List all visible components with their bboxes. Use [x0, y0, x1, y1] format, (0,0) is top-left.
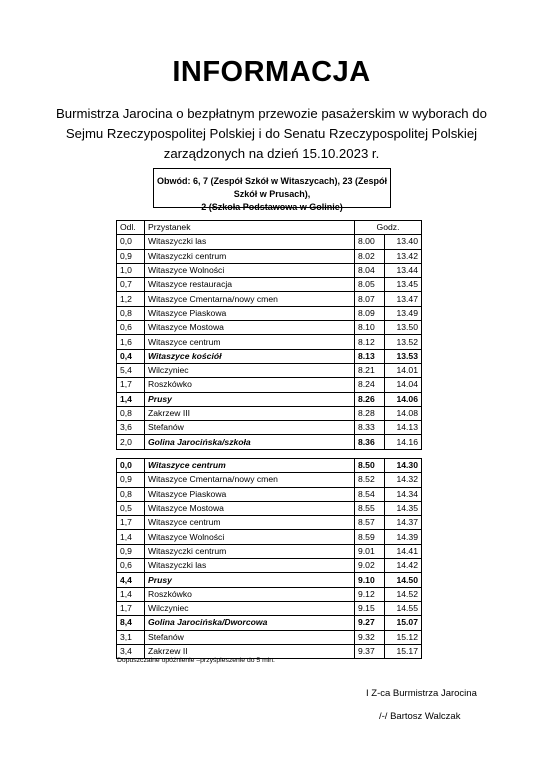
cell-time-morning: 8.05: [355, 278, 385, 292]
cell-stop: Witaszyczki centrum: [145, 544, 355, 558]
cell-time-afternoon: 14.35: [385, 501, 422, 515]
cell-stop: Wilczyniec: [145, 601, 355, 615]
cell-time-morning: 8.55: [355, 501, 385, 515]
cell-distance: 3,6: [117, 421, 145, 435]
cell-time-afternoon: 13.44: [385, 263, 422, 277]
cell-distance: 1,7: [117, 516, 145, 530]
table-row: [117, 235, 422, 249]
page-title: INFORMACJA: [172, 56, 371, 88]
cell-time-afternoon: 13.52: [385, 335, 422, 349]
cell-time-afternoon: 14.37: [385, 516, 422, 530]
table-row: [117, 487, 422, 501]
cell-distance: 0,9: [117, 249, 145, 263]
table-row: [117, 544, 422, 558]
cell-distance: 1,4: [117, 530, 145, 544]
cell-time-morning: 8.07: [355, 292, 385, 306]
cell-time-morning: 8.59: [355, 530, 385, 544]
cell-stop: Golina Jarocińska/Dworcowa: [145, 616, 355, 630]
cell-time-afternoon: 14.52: [385, 587, 422, 601]
table-row: [117, 335, 422, 349]
announcement-subtitle: Burmistrza Jarocina o bezpłatnym przewozie pasażerskim w wyborach do Sejmu Rzeczypospolitej Polskiej i do Senatu Rzeczypospolitej Polskiej zarządzonych na dzień 15.10.2023 r.: [56, 106, 487, 161]
cell-stop: Witaszyce Wolności: [145, 263, 355, 277]
cell-distance: 3,1: [117, 630, 145, 644]
cell-time-afternoon: 13.47: [385, 292, 422, 306]
cell-time-afternoon: 15.12: [385, 630, 422, 644]
cell-time-morning: 9.27: [355, 616, 385, 630]
table-row: [117, 392, 422, 406]
circuits-line-2: 2 (Szkoła Podstawowa w Golinie): [201, 202, 343, 212]
cell-time-morning: 9.02: [355, 559, 385, 573]
cell-time-morning: 9.12: [355, 587, 385, 601]
cell-stop: Stefanów: [145, 630, 355, 644]
cell-time-morning: 8.12: [355, 335, 385, 349]
cell-stop: Wilczyniec: [145, 363, 355, 377]
cell-stop: Roszkówko: [145, 587, 355, 601]
cell-time-afternoon: 14.42: [385, 559, 422, 573]
cell-distance: 0,6: [117, 559, 145, 573]
table-row: [117, 501, 422, 515]
cell-time-afternoon: 15.07: [385, 616, 422, 630]
cell-distance: 0,8: [117, 406, 145, 420]
cell-time-morning: 8.13: [355, 349, 385, 363]
cell-time-morning: 8.09: [355, 306, 385, 320]
cell-time-morning: 8.33: [355, 421, 385, 435]
cell-time-afternoon: 14.41: [385, 544, 422, 558]
cell-stop: Zakrzew II: [145, 644, 355, 658]
cell-stop: Witaszyce Cmentarna/nowy cmen: [145, 473, 355, 487]
table-row: [117, 421, 422, 435]
cell-distance: 0,8: [117, 306, 145, 320]
table-row: [117, 306, 422, 320]
cell-time-afternoon: 14.55: [385, 601, 422, 615]
cell-time-morning: 8.28: [355, 406, 385, 420]
cell-time-afternoon: 13.42: [385, 249, 422, 263]
cell-time-morning: 8.00: [355, 235, 385, 249]
cell-distance: 0,9: [117, 544, 145, 558]
cell-stop: Witaszyce Wolności: [145, 530, 355, 544]
cell-distance: 0,5: [117, 501, 145, 515]
cell-stop: Witaszyce centrum: [145, 335, 355, 349]
cell-time-morning: 8.02: [355, 249, 385, 263]
timetable-return: [116, 458, 422, 659]
table-row: [117, 249, 422, 263]
cell-distance: 0,0: [117, 235, 145, 249]
cell-distance: 3,4: [117, 644, 145, 658]
table-row: [117, 559, 422, 573]
cell-stop: Witaszyczki las: [145, 559, 355, 573]
header-stop: Przystanek: [145, 221, 355, 235]
cell-time-afternoon: 15.17: [385, 644, 422, 658]
cell-time-morning: 8.54: [355, 487, 385, 501]
table-row: [117, 516, 422, 530]
cell-time-afternoon: 13.53: [385, 349, 422, 363]
cell-time-afternoon: 14.32: [385, 473, 422, 487]
cell-time-morning: 9.10: [355, 573, 385, 587]
cell-stop: Witaszyce restauracja: [145, 278, 355, 292]
table-row: [117, 321, 422, 335]
table-row: [117, 459, 422, 473]
cell-time-morning: 8.04: [355, 263, 385, 277]
cell-distance: 0,8: [117, 487, 145, 501]
cell-stop: Witaszyce Piaskowa: [145, 306, 355, 320]
table-row: [117, 349, 422, 363]
cell-distance: 1,7: [117, 378, 145, 392]
cell-time-afternoon: 13.49: [385, 306, 422, 320]
cell-time-afternoon: 14.39: [385, 530, 422, 544]
cell-stop: Zakrzew III: [145, 406, 355, 420]
cell-time-morning: 8.10: [355, 321, 385, 335]
cell-time-afternoon: 13.45: [385, 278, 422, 292]
cell-time-morning: 9.15: [355, 601, 385, 615]
cell-stop: Witaszyce centrum: [145, 516, 355, 530]
table-row: [117, 278, 422, 292]
cell-time-afternoon: 14.34: [385, 487, 422, 501]
cell-stop: Golina Jarocińska/szkoła: [145, 435, 355, 449]
cell-stop: Roszkówko: [145, 378, 355, 392]
cell-stop: Prusy: [145, 573, 355, 587]
table-row: [117, 530, 422, 544]
signature-name: /-/ Bartosz Walczak: [379, 711, 461, 722]
table-row: [117, 587, 422, 601]
cell-time-afternoon: 14.06: [385, 392, 422, 406]
table-row: [117, 378, 422, 392]
delay-note: Dopuszczalne opóźnienie –przyśpieszenie do 5 min.: [117, 657, 275, 664]
table-row: [117, 435, 422, 449]
cell-time-afternoon: 14.01: [385, 363, 422, 377]
cell-time-afternoon: 14.30: [385, 459, 422, 473]
table-header-row: [117, 221, 422, 235]
cell-time-morning: 8.52: [355, 473, 385, 487]
cell-distance: 2,0: [117, 435, 145, 449]
cell-stop: Prusy: [145, 392, 355, 406]
table-row: [117, 292, 422, 306]
signature-role: I Z-ca Burmistrza Jarocina: [366, 688, 477, 699]
header-time: Godz.: [355, 221, 422, 235]
cell-time-morning: 8.21: [355, 363, 385, 377]
table-row: [117, 630, 422, 644]
cell-distance: 1,2: [117, 292, 145, 306]
cell-distance: 0,6: [117, 321, 145, 335]
table-row: [117, 573, 422, 587]
cell-time-afternoon: 14.16: [385, 435, 422, 449]
cell-time-morning: 8.24: [355, 378, 385, 392]
table-row: [117, 263, 422, 277]
cell-distance: 1,7: [117, 601, 145, 615]
cell-time-morning: 8.26: [355, 392, 385, 406]
cell-distance: 5,4: [117, 363, 145, 377]
cell-stop: Witaszyce Mostowa: [145, 501, 355, 515]
table-row: [117, 406, 422, 420]
cell-stop: Witaszyce centrum: [145, 459, 355, 473]
table-row: [117, 363, 422, 377]
circuits-box: [153, 168, 391, 212]
cell-time-morning: 9.01: [355, 544, 385, 558]
table-row: [117, 473, 422, 487]
cell-time-afternoon: 14.04: [385, 378, 422, 392]
header-distance: Odl.: [117, 221, 145, 235]
table-row: [117, 601, 422, 615]
cell-time-afternoon: 14.50: [385, 573, 422, 587]
cell-distance: 8,4: [117, 616, 145, 630]
cell-time-afternoon: 13.50: [385, 321, 422, 335]
cell-time-afternoon: 13.40: [385, 235, 422, 249]
cell-stop: Witaszyce Mostowa: [145, 321, 355, 335]
cell-distance: 0,0: [117, 459, 145, 473]
cell-stop: Stefanów: [145, 421, 355, 435]
table-row: [117, 616, 422, 630]
cell-time-morning: 8.36: [355, 435, 385, 449]
cell-time-afternoon: 14.08: [385, 406, 422, 420]
cell-distance: 1,0: [117, 263, 145, 277]
cell-distance: 0,9: [117, 473, 145, 487]
cell-distance: 1,6: [117, 335, 145, 349]
cell-time-morning: 9.32: [355, 630, 385, 644]
cell-stop: Witaszyce Piaskowa: [145, 487, 355, 501]
cell-stop: Witaszyce kościół: [145, 349, 355, 363]
cell-time-afternoon: 14.13: [385, 421, 422, 435]
cell-stop: Witaszyce Cmentarna/nowy cmen: [145, 292, 355, 306]
cell-stop: Witaszyczki las: [145, 235, 355, 249]
cell-time-morning: 8.50: [355, 459, 385, 473]
cell-distance: 4,4: [117, 573, 145, 587]
cell-stop: Witaszyczki centrum: [145, 249, 355, 263]
cell-distance: 1,4: [117, 587, 145, 601]
cell-time-morning: 9.37: [355, 644, 385, 658]
timetable-outbound: [116, 220, 422, 450]
cell-distance: 0,4: [117, 349, 145, 363]
cell-distance: 0,7: [117, 278, 145, 292]
cell-time-morning: 8.57: [355, 516, 385, 530]
cell-distance: 1,4: [117, 392, 145, 406]
circuits-line-1: Obwód: 6, 7 (Zespół Szkół w Witaszycach), 23 (Zespół Szkół w Prusach),: [157, 176, 387, 199]
